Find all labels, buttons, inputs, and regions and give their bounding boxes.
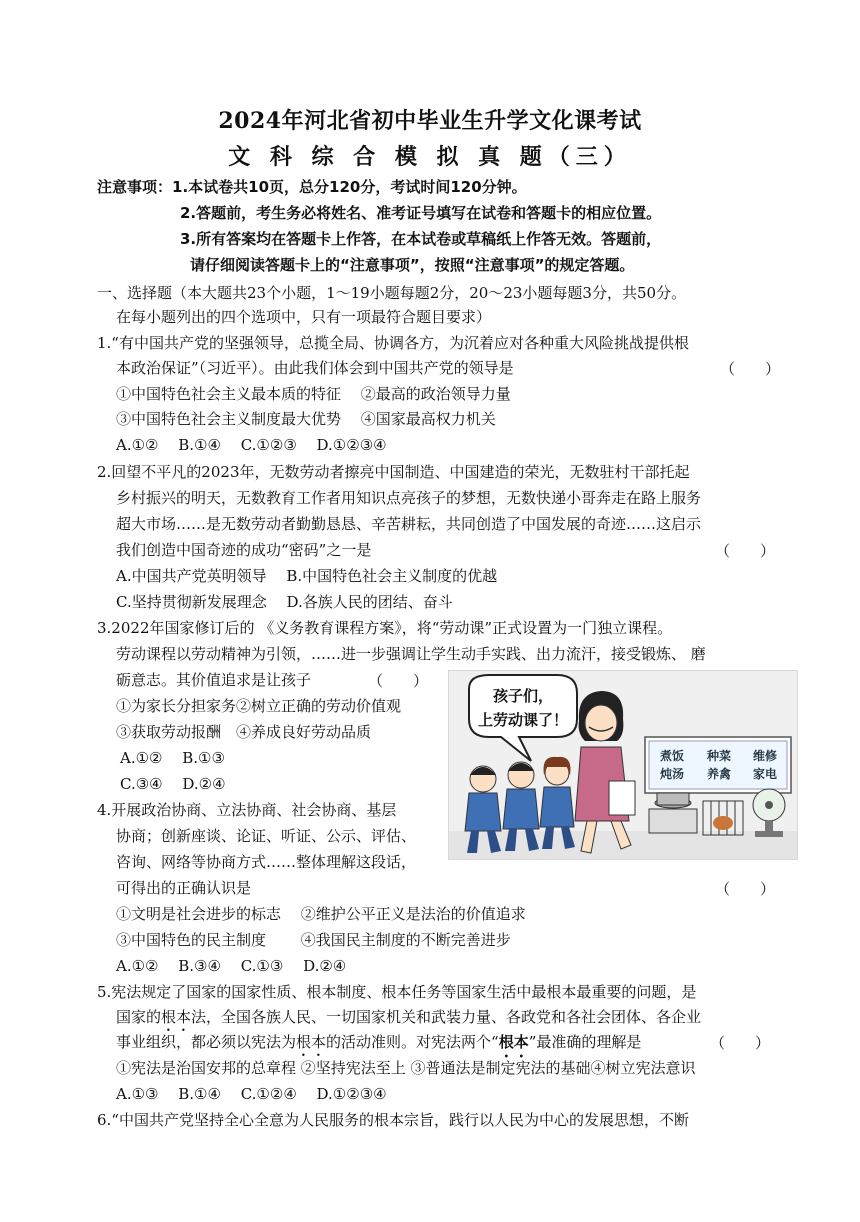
speech-bubble-line-1: 孩子们， [492, 687, 554, 705]
choice-line: C.③④ D.②④ [120, 775, 226, 793]
answer-parentheses: （ ） [715, 542, 776, 560]
cartoon-drawing [449, 671, 797, 859]
exam-subtitle: 文 科 综 合 模 拟 真 题（三） [228, 144, 632, 170]
question-text-line: 4.开展政治协商、立法协商、社会协商、基层 [97, 801, 397, 819]
emphasized-word: 根本 [161, 1008, 192, 1026]
notice-line-1: 注意事项：1.本试卷共10页，总分120分，考试时间120分钟。 [97, 178, 527, 196]
answer-parentheses: （ ） [710, 1034, 771, 1052]
notice-line-4: 请仔细阅读答题卡上的“注意事项”，按照“注意事项”的规定答题。 [190, 256, 635, 274]
board-item: 养禽 [706, 767, 732, 781]
question-text-line: 劳动课程以劳动精神为引领，……进一步强调让学生动手实践、出力流汗，接受锻炼、 磨 [116, 645, 706, 663]
question-text-line: 可得出的正确认识是 [116, 879, 252, 897]
section-header-line-1: 一、选择题（本大题共23个小题，1～19小题每题2分，20～23小题每题3分，共50分。 [97, 284, 687, 302]
question-text-line: 3.2022年国家修订后的 《义务教育课程方案》，将“劳动课”正式设置为一门独立课程。 [97, 619, 673, 637]
option-line: ①文明是社会进步的标志 ②维护公平正义是法治的价值追求 [116, 905, 526, 923]
question-text-line: 协商；创新座谈、论证、听证、公示、评估、 [116, 827, 417, 845]
choice-line: A.①③ B.①④ C.①②④ D.①②③④ [116, 1085, 387, 1103]
board-item: 煮饭 [659, 749, 685, 763]
answer-parentheses: （ ） [368, 672, 429, 690]
notice-line-2: 2.答题前，考生务必将姓名、准考证号填写在试卷和答题卡的相应位置。 [180, 204, 662, 222]
question-text-line: 砺意志。其价值追求是让孩子 [116, 671, 312, 689]
question-text-line: 1.“有中国共产党的坚强领导，总揽全局、协调各方，为沉着应对各种重大风险挑战提供根 [97, 334, 689, 352]
option-line: ①宪法是治国安邦的总章程 ②坚持宪法至上 ③普通法是制定宪法的基础④树立宪法意识 [116, 1059, 696, 1077]
notice-line-3: 3.所有答案均在答题卡上作答，在本试卷或草稿纸上作答无效。答题前， [180, 230, 662, 248]
option-line: ③中国特色的民主制度 ④我国民主制度的不断完善进步 [116, 931, 511, 949]
option-line: ③中国特色社会主义制度最大优势 ④国家最高权力机关 [116, 410, 496, 428]
question-text-line: 我们创造中国奇迹的成功“密码”之一是 [116, 541, 372, 559]
exam-title: 2024年河北省初中毕业生升学文化课考试 [218, 108, 642, 134]
question-text-line: 本政治保证”（习近平）。由此我们体会到中国共产党的领导是 [116, 359, 514, 377]
emphasized-word: 根本 [296, 1033, 327, 1051]
option-line: ①中国特色社会主义最本质的特征 ②最高的政治领导力量 [116, 385, 511, 403]
question-text-line: 国家的根本法，全国各族人民、一切国家机关和武装力量、各政党和各社会团体、各企业 [116, 1008, 702, 1026]
emphasized-word-bold: 根本 [498, 1033, 529, 1051]
choice-line: A.①② B.①③ [120, 749, 225, 767]
question-text-line: 事业组织，都必须以宪法为根本的活动准则。对宪法两个“根本”最准确的理解是 [116, 1033, 642, 1051]
choice-line: A.中国共产党英明领导 B.中国特色社会主义制度的优越 [116, 567, 498, 585]
section-header-line-2: 在每小题列出的四个选项中，只有一项最符合题目要求） [116, 308, 492, 326]
question-text-line: 咨询、网络等协商方式……整体理解这段话， [116, 853, 417, 871]
question-text-line: 5.宪法规定了国家的国家性质、根本制度、根本任务等国家生活中最根本最重要的问题，是 [97, 983, 697, 1001]
board-item: 维修 [752, 749, 778, 763]
choice-line: A.①② B.①④ C.①②③ D.①②③④ [116, 436, 387, 454]
question-text-line: 6.“中国共产党坚持全心全意为人民服务的根本宗旨，践行以人民为中心的发展思想，不断 [97, 1111, 689, 1129]
board-item: 炖汤 [659, 767, 685, 781]
choice-line: A.①② B.③④ C.①③ D.②④ [116, 957, 347, 975]
option-line: ③获取劳动报酬 ④养成良好劳动品质 [116, 723, 372, 741]
choice-line: C.坚持贯彻新发展理念 D.各族人民的团结、奋斗 [116, 593, 453, 611]
speech-bubble-line-2: 上劳动课了！ [477, 711, 569, 729]
question-text-line: 2.回望不平凡的2023年，无数劳动者擦亮中国制造、中国建造的荣光，无数驻村干部托起 [97, 463, 690, 481]
question-text-line: 超大市场……是无数劳动者勤勤恳恳、辛苦耕耘，共同创造了中国发展的奇迹……这启示 [116, 515, 702, 533]
board-item: 家电 [752, 767, 778, 781]
board-item: 种菜 [706, 749, 732, 763]
answer-parentheses: （ ） [720, 360, 781, 378]
answer-parentheses: （ ） [715, 880, 776, 898]
question-text-line: 乡村振兴的明天，无数教育工作者用知识点亮孩子的梦想，无数快递小哥奔走在路上服务 [116, 489, 702, 507]
option-line: ①为家长分担家务②树立正确的劳动价值观 [116, 697, 402, 715]
labor-class-illustration [448, 670, 798, 860]
